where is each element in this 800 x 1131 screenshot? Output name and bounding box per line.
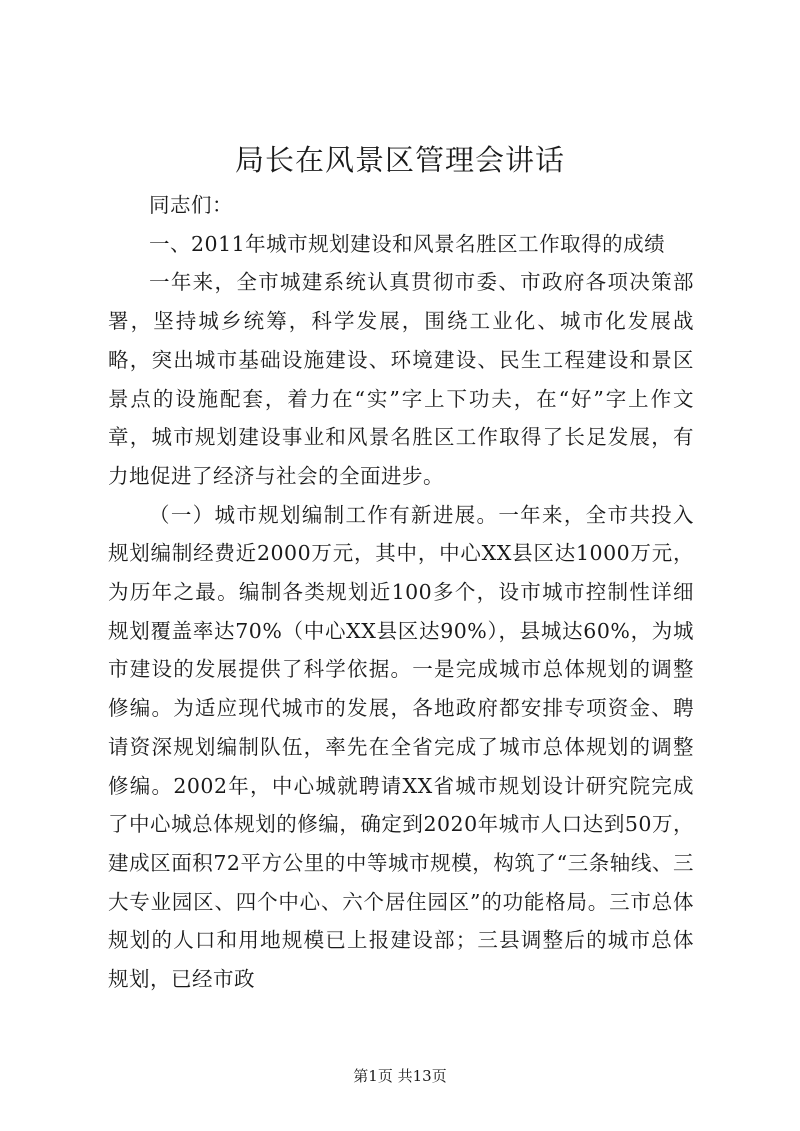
- page-number: 第1页 共13页: [353, 1067, 447, 1085]
- salutation: 同志们：: [149, 193, 233, 217]
- body-paragraph: （一）城市规划编制工作有新进展。一年来，全市共投入规划编制经费近2000万元，其中，中心XX县区达1000万元，为历年之最。编制各类规划近100多个，设市城市控制性详细规划覆盖率达70%（中心XX县区达90%），县城达60%，为城市建设的发展提供了科学依据。一是完成城市总体规划的调整修编。为适应现代城市的发展，各地政府都安排专项资金、聘请资深规划编制队伍，率先在全省完成了城市总体规划的调整修编。2002年，中心城就聘请XX省城市规划设计研究院完成了中心城总体规划的修编，确定到2020年城市人口达到50万，建成区面积72平方公里的中等城市规模，构筑了“三条轴线、三大专业园区、四个中心、六个居住园区”的功能格局。三市总体规划的人口和用地规模已上报建设部；三县调整后的城市总体规划，已经市政: [108, 502, 694, 992]
- section-heading: 一、2011年城市规划建设和风景名胜区工作取得的成绩: [149, 231, 666, 256]
- document-title: 局长在风景区管理会讲话: [234, 143, 565, 177]
- document-body: [108, 186, 694, 999]
- body-paragraph: 一年来，全市城建系统认真贯彻市委、市政府各项决策部署，坚持城乡统筹，科学发展，围绕工业化、城市化发展战略，突出城市基础设施建设、环境建设、民生工程建设和景区景点的设施配套，着力在“实”字上下功夫，在“好”字上作文章，城市规划建设事业和风景名胜区工作取得了长足发展，有力地促进了经济与社会的全面进步。: [108, 270, 694, 488]
